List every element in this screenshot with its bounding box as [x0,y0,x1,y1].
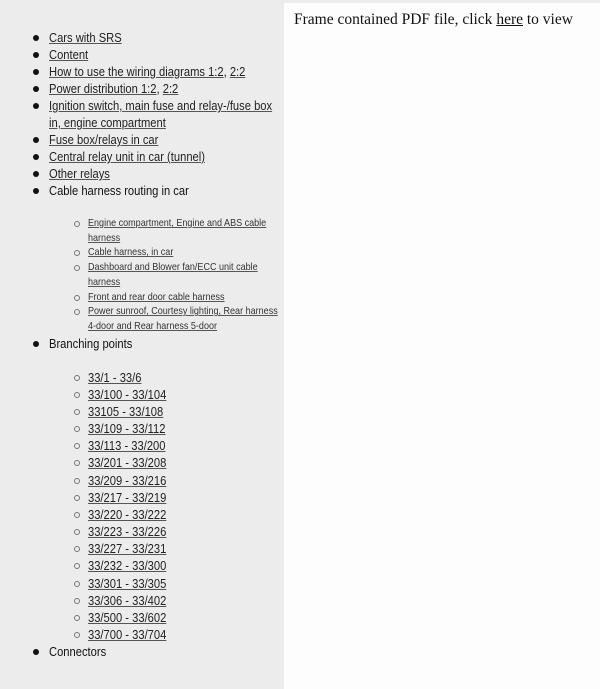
sub-item [49,540,284,557]
nav-item-cable-harness-routing [0,182,284,334]
link-branching-range[interactable]: 33/113 - 33/200 [88,438,166,454]
link-ignition-switch[interactable]: Ignition switch, main fuse and relay-/fuse box in, engine compartment [49,98,273,130]
link-branching-range[interactable]: 33/209 - 33/216 [88,472,167,488]
bullet-icon [33,188,39,194]
nav-item-power-distribution [0,80,284,97]
bullet-icon [33,137,39,143]
circle-bullet-icon [74,409,80,415]
circle-bullet-icon [74,581,80,587]
link-branching-range[interactable]: 33/100 - 33/104 [88,386,167,402]
nav-item-ignition-switch [0,97,284,131]
message-text-after: to view [522,11,573,28]
link-branching-range[interactable]: 33/1 - 33/6 [88,369,142,385]
link-branching-range[interactable]: 33/220 - 33/222 [88,506,167,522]
link-branching-range[interactable]: 33105 - 33/108 [88,403,164,419]
link-other-relays[interactable]: Other relays [49,166,110,181]
link-branching-range[interactable]: 33/232 - 33/300 [88,558,167,574]
circle-bullet-icon [74,221,80,227]
pdf-frame-message [294,11,573,29]
cable-harness-sub-list [49,216,284,334]
heading-connectors: Connectors [49,644,107,660]
sub-item [49,454,284,471]
nav-item-wiring-diagrams [0,63,284,80]
link-branching-range[interactable]: 33/306 - 33/402 [88,592,167,608]
circle-bullet-icon [74,512,80,518]
link-branching-range[interactable]: 33/227 - 33/231 [88,541,167,557]
circle-bullet-icon [74,529,80,535]
circle-bullet-icon [74,392,80,398]
link-fuse-box-relays[interactable]: Fuse box/relays in car [49,132,159,147]
bullet-icon [33,649,39,655]
heading-cable-harness-routing: Cable harness routing in car [49,183,189,198]
circle-bullet-icon [74,632,80,638]
sub-item [49,523,284,540]
sub-item [49,609,284,626]
navigation-frame [0,0,284,689]
nav-item-content [0,46,284,63]
link-wiring-diagrams-2-2[interactable]: 2:2 [229,64,246,79]
nav-item-other-relays [0,165,284,182]
sub-item [49,557,284,574]
circle-bullet-icon [74,615,80,621]
view-pdf-link[interactable]: here [496,11,523,28]
circle-bullet-icon [74,375,80,381]
sub-item [49,472,284,489]
circle-bullet-icon [74,265,80,271]
nav-item-cars-with-srs [0,29,284,46]
sub-item [49,506,284,523]
separator: , [223,64,230,79]
circle-bullet-icon [74,495,80,501]
link-engine-compartment-harness[interactable]: Engine compartment, Engine and ABS cable harness [88,217,267,244]
sub-item [49,386,284,403]
link-branching-range[interactable]: 33/500 - 33/602 [88,609,167,625]
link-power-sunroof-harness[interactable]: Power sunroof, Courtesy lighting, Rear harness 4-door and Rear harness 5-door [88,305,278,332]
bullet-icon [33,103,39,109]
nav-item-connectors [0,643,284,660]
circle-bullet-icon [74,309,80,315]
circle-bullet-icon [74,478,80,484]
circle-bullet-icon [74,546,80,552]
separator: , [156,81,163,96]
sub-item [49,304,284,333]
link-dashboard-blower-harness[interactable]: Dashboard and Blower fan/ECC unit cable harness [88,261,258,288]
bullet-icon [33,52,39,58]
circle-bullet-icon [74,426,80,432]
bullet-icon [33,341,39,347]
circle-bullet-icon [74,563,80,569]
sub-item [49,592,284,609]
link-cable-harness-in-car[interactable]: Cable harness, in car [88,246,174,259]
sub-item [49,216,284,245]
link-power-distribution-2-2[interactable]: 2:2 [162,81,179,96]
link-branching-range[interactable]: 33/223 - 33/226 [88,524,167,540]
sub-item [49,245,284,260]
link-central-relay-unit[interactable]: Central relay unit in car (tunnel) [49,149,205,164]
link-branching-range[interactable]: 33/301 - 33/305 [88,575,167,591]
message-text-before: Frame contained PDF file, click [294,11,497,28]
circle-bullet-icon [74,250,80,256]
sub-item [49,369,284,386]
sub-item [49,489,284,506]
nav-list [0,29,284,660]
bullet-icon [33,69,39,75]
sub-item [49,626,284,643]
heading-branching-points: Branching points [49,335,133,351]
link-power-distribution-1-2[interactable]: Power distribution 1:2 [49,81,157,96]
link-cars-with-srs[interactable]: Cars with SRS [49,30,122,45]
bullet-icon [33,171,39,177]
bullet-icon [33,35,39,41]
nav-item-branching-points [0,335,284,644]
circle-bullet-icon [74,295,80,301]
sub-item [49,437,284,454]
circle-bullet-icon [74,598,80,604]
link-branching-range[interactable]: 33/201 - 33/208 [88,455,167,471]
circle-bullet-icon [74,443,80,449]
sub-item [49,575,284,592]
bullet-icon [33,154,39,160]
sub-item [49,260,284,289]
sub-item [49,420,284,437]
link-wiring-diagrams-1-2[interactable]: How to use the wiring diagrams 1:2 [49,64,224,79]
branching-points-sub-list [49,369,284,644]
link-content[interactable]: Content [49,47,89,62]
link-door-cable-harness[interactable]: Front and rear door cable harness [88,290,225,303]
sub-item [49,403,284,420]
link-branching-range[interactable]: 33/109 - 33/112 [88,421,166,437]
nav-item-central-relay-unit [0,148,284,165]
sub-item [49,290,284,305]
bullet-icon [33,86,39,92]
link-branching-range[interactable]: 33/217 - 33/219 [88,489,167,505]
nav-item-fuse-box-relays [0,131,284,148]
link-branching-range[interactable]: 33/700 - 33/704 [88,626,167,642]
content-frame [284,3,600,689]
circle-bullet-icon [74,460,80,466]
